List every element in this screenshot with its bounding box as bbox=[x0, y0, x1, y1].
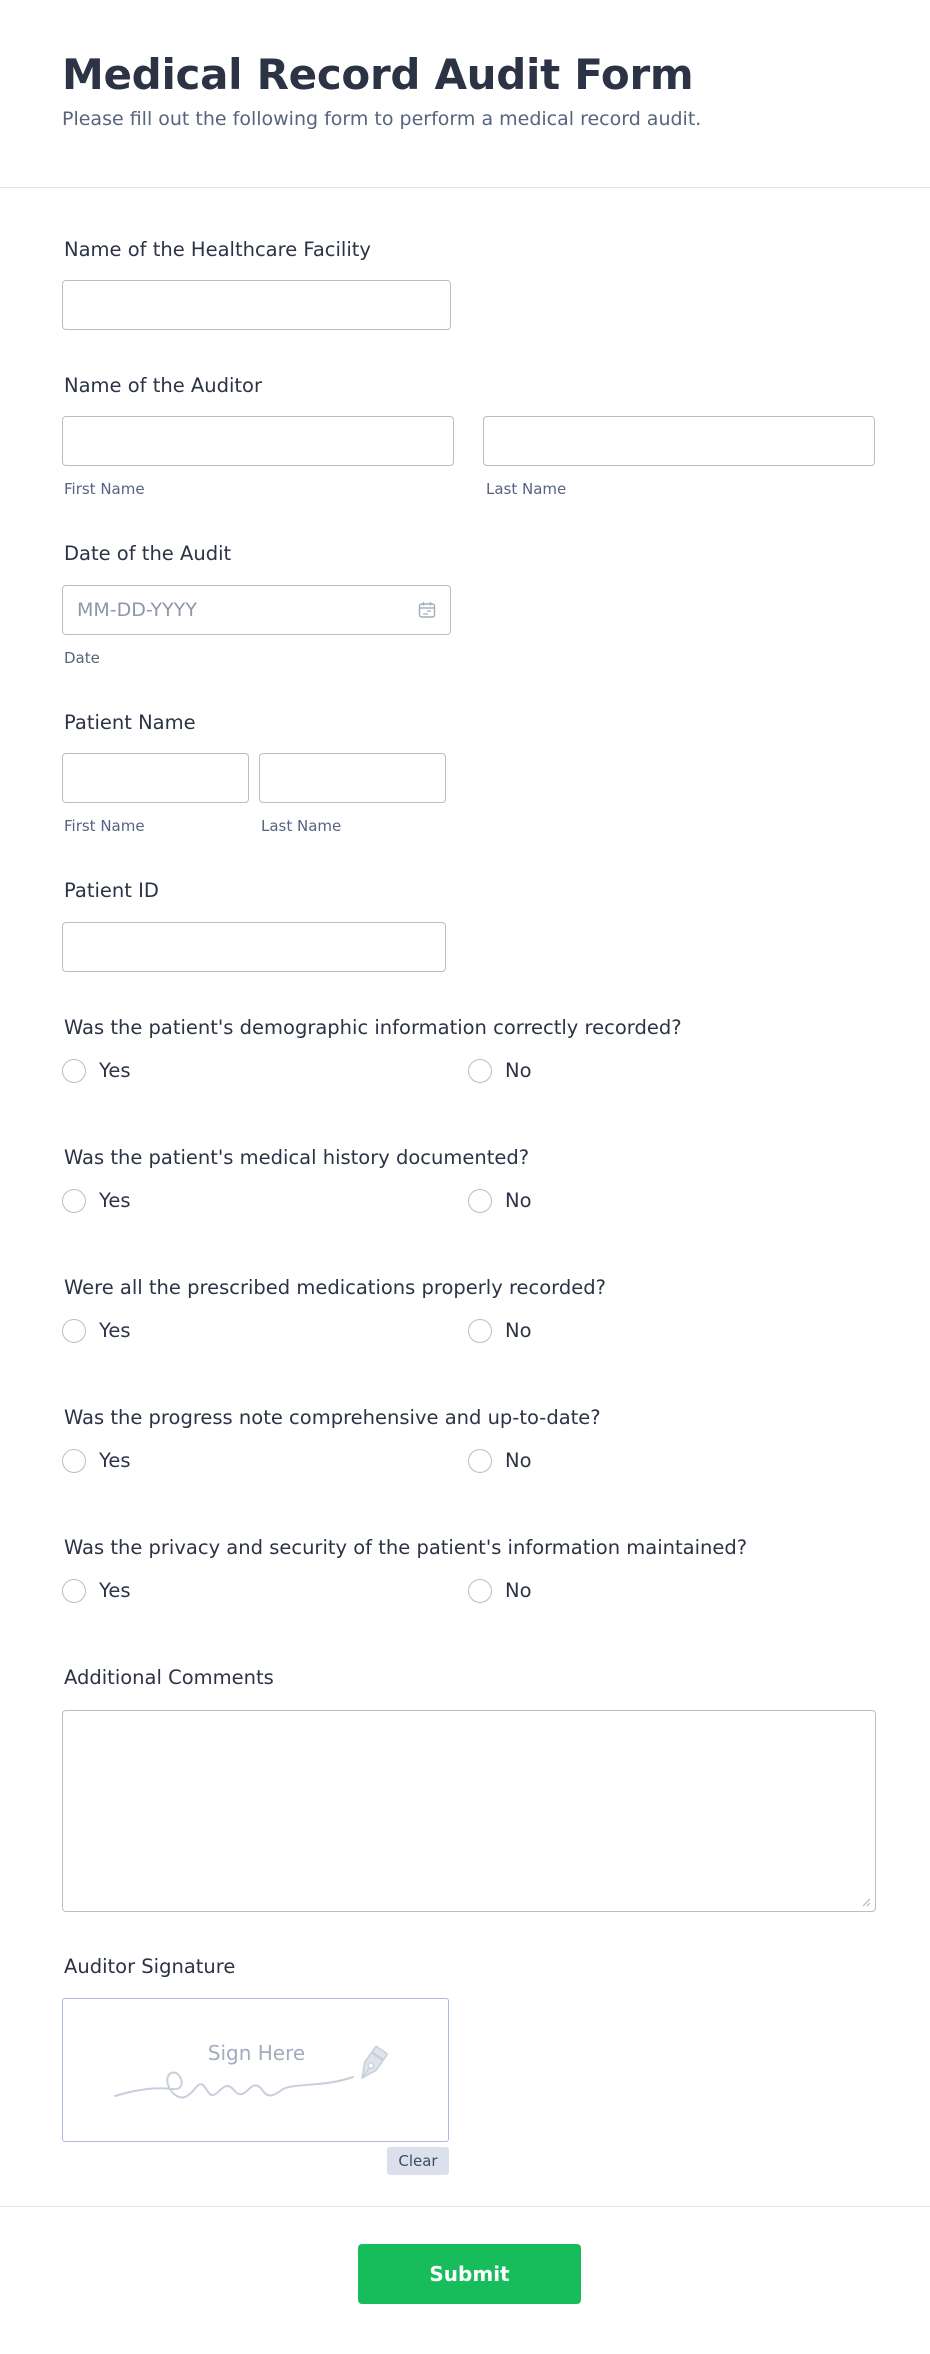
question-label: Was the privacy and security of the patient's information maintained? bbox=[64, 1536, 748, 1559]
auditor-first-name-field[interactable] bbox=[63, 417, 453, 465]
patient-first-name-wrapper bbox=[62, 753, 249, 803]
patient-id-field[interactable] bbox=[63, 923, 445, 971]
patient-name-label: Patient Name bbox=[64, 711, 196, 734]
pen-nib-icon bbox=[349, 2041, 395, 2087]
patient-last-name-field[interactable] bbox=[260, 754, 445, 802]
facility-field-wrapper bbox=[62, 280, 451, 330]
question-4-yes-label[interactable]: Yes bbox=[99, 1449, 131, 1472]
form-header bbox=[0, 0, 930, 188]
question-5-yes-label[interactable]: Yes bbox=[99, 1579, 131, 1602]
calendar-icon[interactable] bbox=[418, 601, 436, 619]
question-4-no-label[interactable]: No bbox=[505, 1449, 532, 1472]
question-1-yes-label[interactable]: Yes bbox=[99, 1059, 131, 1082]
question-label: Was the patient's demographic information correctly recorded? bbox=[64, 1016, 682, 1039]
page-subtitle: Please fill out the following form to perform a medical record audit. bbox=[62, 108, 702, 130]
question-3-yes-label[interactable]: Yes bbox=[99, 1319, 131, 1342]
facility-field[interactable] bbox=[63, 281, 450, 329]
patient-first-name-field[interactable] bbox=[63, 754, 248, 802]
question-3-yes-radio[interactable] bbox=[62, 1319, 86, 1343]
question-2-no-label[interactable]: No bbox=[505, 1189, 532, 1212]
question-5-no-label[interactable]: No bbox=[505, 1579, 532, 1602]
auditor-last-name-field[interactable] bbox=[484, 417, 874, 465]
question-2-yes-label[interactable]: Yes bbox=[99, 1189, 131, 1212]
question-3-no-label[interactable]: No bbox=[505, 1319, 532, 1342]
auditor-first-name-wrapper bbox=[62, 416, 454, 466]
question-label: Was the patient's medical history documented? bbox=[64, 1146, 530, 1169]
question-4-no-radio[interactable] bbox=[468, 1449, 492, 1473]
question-3-no-radio[interactable] bbox=[468, 1319, 492, 1343]
question-5-yes-radio[interactable] bbox=[62, 1579, 86, 1603]
auditor-last-name-sublabel: Last Name bbox=[486, 480, 567, 498]
question-2-no-radio[interactable] bbox=[468, 1189, 492, 1213]
patient-last-name-wrapper bbox=[259, 753, 446, 803]
audit-date-wrapper bbox=[62, 585, 451, 635]
resize-handle-icon[interactable] bbox=[861, 1897, 871, 1907]
audit-date-sublabel: Date bbox=[64, 649, 100, 667]
audit-date-label: Date of the Audit bbox=[64, 542, 232, 565]
signature-label: Auditor Signature bbox=[64, 1955, 236, 1978]
footer-divider bbox=[0, 2206, 930, 2207]
question-1-yes-radio[interactable] bbox=[62, 1059, 86, 1083]
question-2-yes-radio[interactable] bbox=[62, 1189, 86, 1213]
auditor-last-name-wrapper bbox=[483, 416, 875, 466]
auditor-label: Name of the Auditor bbox=[64, 374, 263, 397]
signature-pad[interactable] bbox=[62, 1998, 449, 2142]
clear-signature-button[interactable]: Clear bbox=[387, 2147, 449, 2175]
auditor-first-name-sublabel: First Name bbox=[64, 480, 145, 498]
comments-label: Additional Comments bbox=[64, 1666, 274, 1689]
submit-button[interactable]: Submit bbox=[358, 2244, 581, 2304]
question-1-no-label[interactable]: No bbox=[505, 1059, 532, 1082]
patient-last-name-sublabel: Last Name bbox=[261, 817, 342, 835]
comments-textarea[interactable] bbox=[62, 1710, 876, 1912]
question-1-no-radio[interactable] bbox=[468, 1059, 492, 1083]
patient-id-wrapper bbox=[62, 922, 446, 972]
facility-label: Name of the Healthcare Facility bbox=[64, 238, 371, 261]
question-4-yes-radio[interactable] bbox=[62, 1449, 86, 1473]
patient-first-name-sublabel: First Name bbox=[64, 817, 145, 835]
question-label: Were all the prescribed medications properly recorded? bbox=[64, 1276, 606, 1299]
question-5-no-radio[interactable] bbox=[468, 1579, 492, 1603]
question-label: Was the progress note comprehensive and up-to-date? bbox=[64, 1406, 601, 1429]
patient-id-label: Patient ID bbox=[64, 879, 159, 902]
page-title: Medical Record Audit Form bbox=[62, 50, 694, 99]
sign-here-text: Sign Here bbox=[207, 2041, 306, 2065]
audit-date-field[interactable] bbox=[63, 586, 450, 634]
